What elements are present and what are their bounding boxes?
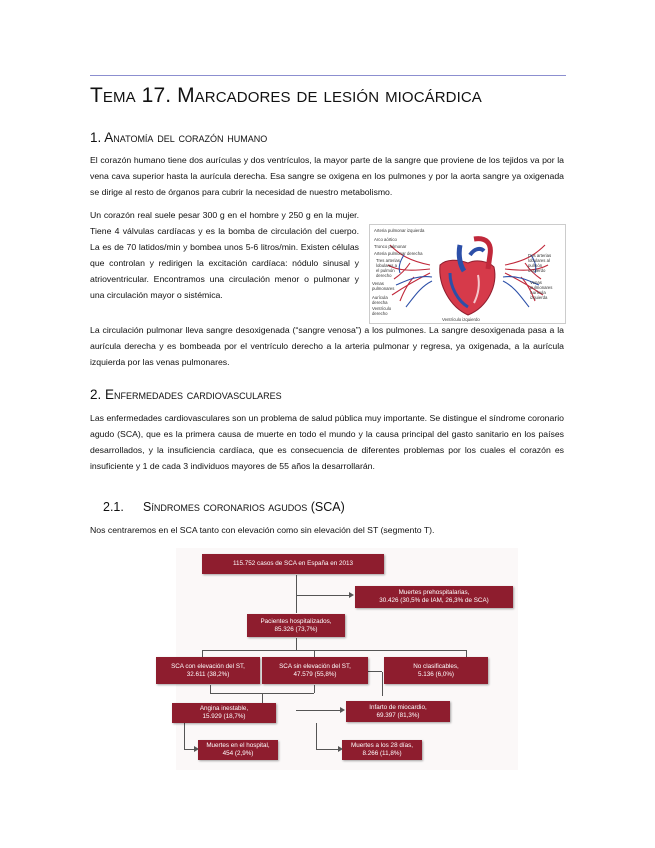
section-2-heading: 2. Enfermedades cardiovasculares bbox=[90, 387, 282, 402]
hospitalized-line-2: 85.326 (73,7%) bbox=[274, 625, 318, 633]
unstable-angina-line-2: 15.929 (18,7%) bbox=[202, 713, 246, 720]
connector bbox=[382, 672, 383, 696]
non-classifiable-line-2: 5.136 (6,0%) bbox=[417, 670, 455, 678]
heart-label: Venas bbox=[530, 280, 542, 285]
heart-label: pulmonares bbox=[530, 285, 553, 290]
connector bbox=[316, 723, 317, 749]
hospital-deaths-line-1: Muertes en el hospital, bbox=[206, 742, 270, 749]
hospitalized-box bbox=[247, 614, 345, 637]
deaths-28-days-line-1: Muertes a los 28 días, bbox=[351, 742, 413, 749]
section-1-heading: 1. Anatomía del corazón humano bbox=[90, 130, 268, 145]
arrow-icon bbox=[349, 592, 354, 598]
nstemi-line-1: SCA sin elevación del ST, bbox=[279, 662, 351, 670]
heart-label: Aurícula bbox=[372, 295, 388, 300]
heart-label: derecha bbox=[372, 300, 388, 305]
heart-label: lobulares al bbox=[528, 258, 550, 263]
unstable-angina-box bbox=[172, 703, 276, 723]
unstable-angina-line-1: Angina inestable, bbox=[199, 705, 249, 712]
section-1-paragraph-2: Un corazón real suele pesar 300 g en el hombre y 250 g en la mujer. Tiene 4 válvulas cardíacas y es la bomba de circulación del cuerpo. La es de 70 latidos/min y bombea unos 5-6 litros/min. Existen células que controlan y redirigen la excitación cardíaca: nódulo sinusal y atrioventricular. Encontramos una circulación menor o pulmonar y una circulación mayor o sistémica. bbox=[90, 210, 359, 300]
heart-label: pulmón bbox=[528, 263, 543, 268]
hospital-deaths-line-2: 454 (2,9%) bbox=[222, 750, 254, 757]
heart-label: Ventrículo izquierdo bbox=[442, 317, 480, 322]
section-1-paragraph-1: El corazón humano tiene dos aurículas y dos ventrículos, la mayor parte de la sangre que proviene de los tejidos va por la vena cava superior hasta la aurícula derecha. Esa sangre se oxigena en los pulmones y por la aorta sangre ya oxigenada se dirige al resto de órganos para cubrir la necesidad de nuestro metabolismo. bbox=[90, 155, 564, 197]
heart-label: Arteria pulmonar derecha bbox=[374, 251, 423, 256]
myocardial-infarction-box bbox=[346, 701, 450, 722]
stemi-line-2: 32.611 (38,2%) bbox=[186, 670, 230, 678]
heart-label: izquierda bbox=[530, 295, 548, 300]
heart-label: Tronco pulmonar bbox=[374, 244, 407, 249]
stemi-box bbox=[156, 657, 260, 684]
heart-label: pulmonares bbox=[372, 286, 395, 291]
connector bbox=[314, 650, 315, 657]
heart-label: Ventrículo bbox=[372, 306, 392, 311]
non-classifiable-box bbox=[384, 657, 488, 684]
connector bbox=[296, 638, 297, 650]
prehospital-line-2: 30.426 (30,5% de IAM, 26,3% de SCA) bbox=[379, 597, 489, 604]
page-title: Tema 17. Marcadores de lesión miocárdica bbox=[90, 84, 482, 107]
heart-label: derecho bbox=[376, 273, 392, 278]
arrow-icon bbox=[340, 707, 345, 713]
heart-label: Arteria pulmonar izquierda bbox=[374, 228, 425, 233]
nstemi-box bbox=[262, 657, 368, 684]
subsection-number: 2.1. bbox=[103, 500, 124, 514]
heart-label: izquierdo bbox=[528, 268, 546, 273]
deaths-28-days-box bbox=[342, 740, 422, 760]
prehospital-deaths-box bbox=[355, 586, 513, 608]
connector bbox=[202, 650, 466, 651]
prehospital-line-1: Muertes prehospitalarias, bbox=[398, 589, 470, 596]
section-2-paragraph-1: Las enfermedades cardiovasculares son un problema de salud pública muy importante. Se distingue el síndrome coronario agudo (SCA), que es la primera causa de muerte en todo el mundo y la causa principal del gasto sanitario en los países desarrollados, y la insuficiencia cardíaca, que es consecuencia de diferentes problemas por los cuales el corazón es insuficiente y 1 de cada 3 individuos mayores de 55 años la desarrollarán. bbox=[90, 413, 564, 471]
connector bbox=[314, 685, 315, 693]
subsection-heading: Síndromes coronarios agudos (SCA) bbox=[143, 500, 345, 514]
total-cases-box bbox=[202, 554, 384, 574]
connector bbox=[296, 595, 350, 596]
connector bbox=[262, 693, 263, 703]
heart-label: Tres arterias bbox=[376, 258, 400, 263]
heart-label: lobulares a bbox=[376, 263, 398, 268]
section-1-paragraph-3: La circulación pulmonar lleva sangre desoxigenada (“sangre venosa”) a los pulmones. La sangre desoxigenada pasa a la aurícula derecha y es bombeada por el ventrículo derecho a la arteria pulmonar y regresa, ya oxigenada, a la aurícula izquierda por las venas pulmonares. bbox=[90, 325, 564, 367]
sca-flowchart bbox=[171, 548, 518, 770]
myocardial-infarction-line-1: Infarto de miocardio, bbox=[369, 703, 427, 711]
connector bbox=[202, 650, 203, 657]
connector bbox=[316, 749, 340, 750]
hospital-deaths-box bbox=[198, 740, 278, 760]
section-2-paragraph-2: Nos centraremos en el SCA tanto con elevación como sin elevación del ST (segmento T). bbox=[90, 525, 435, 535]
nstemi-line-2: 47.579 (55,8%) bbox=[293, 670, 337, 678]
connector bbox=[466, 650, 467, 657]
heart-label: Aurícula bbox=[530, 290, 546, 295]
heart-anatomy-figure bbox=[369, 224, 566, 324]
heart-illustration bbox=[370, 225, 565, 323]
myocardial-infarction-line-2: 69.397 (81,3%) bbox=[376, 711, 420, 719]
heart-label: Arco aórtico bbox=[374, 237, 397, 242]
connector bbox=[210, 685, 211, 693]
heart-label: Dos arterias bbox=[528, 253, 552, 258]
title-rule bbox=[90, 75, 566, 76]
heart-label: derecho bbox=[372, 311, 388, 316]
hospitalized-line-1: Pacientes hospitalizados, bbox=[260, 617, 332, 625]
heart-label: el pulmón bbox=[376, 268, 395, 273]
connector bbox=[296, 710, 342, 711]
deaths-28-days-line-2: 8.266 (11,8%) bbox=[362, 750, 402, 757]
heart-label: Venas bbox=[372, 281, 384, 286]
stemi-line-1: SCA con elevación del ST, bbox=[171, 662, 245, 670]
non-classifiable-line-1: No clasificables, bbox=[413, 662, 459, 670]
connector bbox=[296, 575, 297, 613]
total-cases-text: 115.752 casos de SCA en España en 2013 bbox=[233, 560, 353, 567]
